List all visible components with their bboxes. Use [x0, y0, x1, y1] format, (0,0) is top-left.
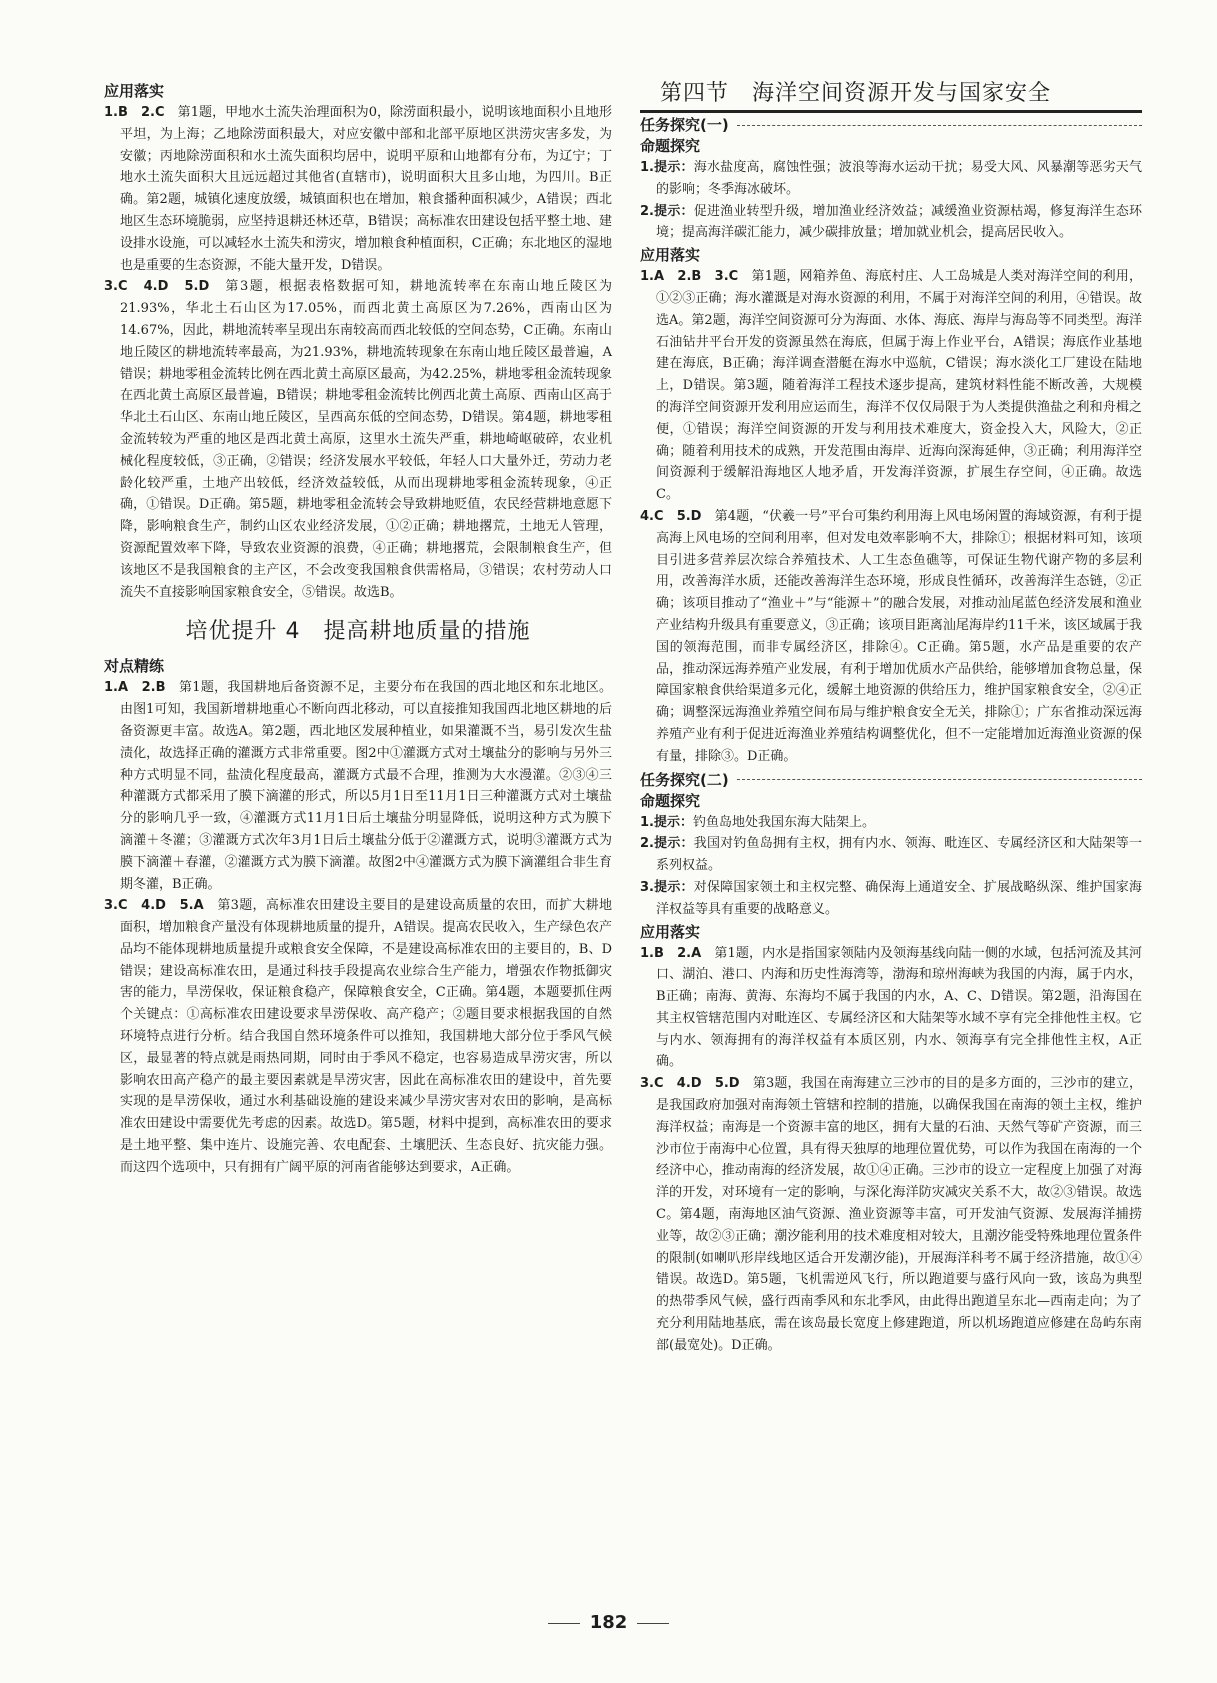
- answer-numbers: 3.C 4.D 5.A: [104, 898, 204, 914]
- hint-text: 我国对钓鱼岛拥有主权，拥有内水、领海、毗连区、专属经济区和大陆架等一系列权益。: [656, 836, 1142, 874]
- practice-heading: 对点精练: [104, 657, 165, 676]
- left-column: [104, 80, 612, 1179]
- hint-text: 对保障国家领土和主权完整、确保海上通道安全、扩展战略纵深、维护国家海洋权益等具有重要的战略意义。: [656, 879, 1142, 917]
- hint-text: 钓鱼岛地处我国东海大陆架上。: [693, 814, 876, 830]
- dashed-divider: [737, 125, 1142, 126]
- apply-heading: 应用落实: [640, 922, 701, 941]
- hint-text: 海水盐度高，腐蚀性强；波浪等海水运动干扰；易受大风、风暴潮等恶劣天气的影响；冬季海冰破坏。: [656, 160, 1142, 197]
- apply-heading: 应用落实: [104, 82, 165, 100]
- page-footer: [0, 1612, 1217, 1633]
- hint-label: 提示：: [653, 814, 693, 830]
- item-number: 2.: [640, 203, 654, 219]
- footer-rule-left: [548, 1623, 580, 1624]
- improve-section-title: 培优提升 4 提高耕地质量的措施: [185, 619, 531, 645]
- hint-item: [640, 833, 1142, 877]
- answer-text: 第1题，我国耕地后备资源不足，主要分布在我国的西北地区和东北地区。由图1可知，我国新增耕地重心不断向西北移动，可以直接推知我国西北地区耕地的后备资源更丰富。故选A。第2题，西北地区发展种植业，如果灌溉不当，易引发次生盐渍化，故选择正确的灌溉方式非常重要。图2中①灌溉方式对土壤盐分的影响与另外三种方式明显不同，盐渍化程度最高，灌溉方式最不合理，推测为大水漫灌。②③④三种灌溉方式都采用了膜下滴灌的形式，所以5月1日至11月1日三种灌溉方式对土壤盐分的影响几乎一致，④灌溉方式11月1日后土壤盐分明显降低，说明这种方式为膜下滴灌＋冬灌；③灌溉方式次年3月1日后土壤盐分低于②灌溉方式，说明③灌溉方式为膜下滴灌＋春灌，②灌溉方式为膜下滴灌。故图2中④灌溉方式为膜下滴灌组合非生育期冬灌，B正确。: [120, 680, 612, 892]
- answer-text: 第1题，甲地水土流失治理面积为0，除涝面积最小，说明该地面积小且地形平坦，为上海；乙地除涝面积最大，对应安徽中部和北部平原地区洪涝灾害多发，为安徽；丙地除涝面积和水土流失面积均居中，说明平原和山地都有分布，为辽宁；丁地水土流失面积大且远远超过其他省(直辖市)，说明面积大且多山地，为四川。B正确。第2题，城镇化速度放缓，城镇面积也在增加，粮食播种面积减少，A错误；西北地区生态环境脆弱，应坚持退耕还林还草，B错误；高标准农田建设包括平整土地、建设排水设施，可以减轻水土流失和涝灾，增加粮食种植面积，C正确；东北地区的湿地也是重要的生态资源，不能大量开发，D错误。: [120, 105, 612, 273]
- answer-numbers: 1.B 2.C: [104, 105, 165, 120]
- hint-item: [640, 157, 1142, 201]
- section-title: 第四节 海洋空间资源开发与国家安全: [640, 78, 1142, 113]
- answer-paragraph: [640, 943, 1142, 1074]
- task-heading: [640, 770, 1142, 790]
- item-number: 3.: [640, 879, 654, 895]
- answer-paragraph: [640, 1073, 1142, 1356]
- hint-text: 促进渔业转型升级，增加渔业经济效益；减缓渔业资源枯竭，修复海洋生态环境；提高海洋碳汇能力，减少碳排放量；增加就业机会，提高居民收入。: [656, 203, 1142, 241]
- answer-numbers: 1.A 2.B: [104, 680, 166, 696]
- answer-text: 第1题，网箱养鱼、海底村庄、人工岛城是人类对海洋空间的利用，①②③正确；海水灌溉是对海水资源的利用，不属于对海洋空间的利用，④错误。故选A。第2题，海洋空间资源可分为海面、水体、海底、海岸与海岛等不同类型。海洋石油钻井平台开发的资源虽然在海底，但属于海上作业平台，A错误；海底作业基地建在海底，B正确；海洋调查潜艇在海水中巡航，C错误；海水淡化工厂建设在陆地上，D错误。第3题，随着海洋工程技术逐步提高，建筑材料性能不断改善，大规模的海洋空间资源开发利用应运而生，海洋不仅仅局限于为人类提供渔盐之利和舟楫之便，①错误；海洋空间资源的开发与利用技术难度大，资金投入大，风险大，②正确；随着利用技术的成熟，开发范围由海岸、近海向深海延伸，③正确；利用海洋空间资源利于缓解沿海地区人地矛盾，开发海洋资源，扩展生存空间，④正确。故选C。: [656, 269, 1142, 503]
- answer-text: 第3题，我国在南海建立三沙市的目的是多方面的，三沙市的建立，是我国政府加强对南海领土管辖和控制的措施，以确保我国在南海的领土主权，维护海洋权益；南海是一个资源丰富的地区，拥有大量的石油、天然气等矿产资源，而三沙市位于南海中心位置，具有得天独厚的地理位置优势，可以作为我国在南海的一个经济中心，推动南海的经济发展，故①④正确。三沙市的设立一定程度上加强了对海洋的开发，对环境有一定的影响，与深化海洋防灾减灾关系不大，故②③错误。故选C。第4题，南海地区油气资源、渔业资源等丰富，可开发油气资源、发展海洋捕捞业等，故②③正确；潮汐能利用的技术难度相对较大，且潮汐能受特殊地理位置条件的限制(如喇叭形岸线地区适合开发潮汐能)，开展海洋科考不属于经济措施，故①④错误。故选D。第5题，飞机需逆风飞行，所以跑道要与盛行风向一致，该岛为典型的热带季风气候，盛行西南季风和东北季风，由此得出跑道呈东北—西南走向；为了充分利用陆地基底，需在该岛最长宽度上修建跑道，所以机场跑道应修建在岛屿东南部(最宽处)。D正确。: [656, 1076, 1142, 1353]
- answer-text: 第3题，根据表格数据可知，耕地流转率在东南山地丘陵区为21.93%，华北土石山区为17.05%，而西北黄土高原区为7.26%，西南山区为14.67%，因此，耕地流转率呈现出东南较高而西北较低的空间态势，C正确。东南山地丘陵区的耕地流转率最高，为21.93%，耕地流转现象在东南山地丘陵区最普遍，A错误；耕地零租金流转比例在西北黄土高原区最高，为42.25%，耕地零租金流转现象在西北黄土高原区最普遍，B错误；耕地零租金流转比例西北黄土高原、西南山区高于华北土石山区、东南山地丘陵区，呈西高东低的空间态势，D错误。第4题，耕地零租金流转较为严重的地区是西北黄土高原，这里水土流失严重，耕地崎岖破碎，农业机械化程度较低，③正确，②错误；经济发展水平较低，年轻人口大量外迁，劳动力老龄化较严重，土地产出较低，经济效益较低，从而出现耕地零租金流转现象，④正确，①错误。D正确。第5题，耕地零租金流转会导致耕地贬值，农民经营耕地意愿下降，影响粮食生产，制约山区农业经济发展，①②正确；耕地撂荒，土地无人管理，资源配置效率下降，导致农业资源的浪费，④正确；耕地撂荒，会限制粮食生产，但该地区不是我国粮食的主产区，不会改变我国粮食供需格局，③错误；农村劳动人口流失不直接影响国家粮食安全，⑤错误。故选B。: [120, 279, 612, 600]
- answer-text: 第3题，高标准农田建设主要目的是建设高质量的农田，而扩大耕地面积，增加粮食产量没有体现耕地质量的提升，A错误。提高农民收入，生产绿色农产品均不能体现耕地质量提升或粮食安全保障，不是建设高标准农田的主要目的，B、D错误；建设高标准农田，是通过科技手段提高农业综合生产能力，增强农作物抵御灾害的能力，旱涝保收，保证粮食稳产，保障粮食安全，C正确。第4题，本题要抓住两个关键点：①高标准农田建设要求旱涝保收、高产稳产；②题目要求根据我国的自然环境特点进行分析。结合我国自然环境条件可以推知，我国耕地大部分位于季风气候区，最显著的特点就是雨热同期，同时由于季风不稳定，也容易造成旱涝灾害，所以影响农田高产稳产的最主要因素就是旱涝灾害，因此在高标准农田的建设中，首先要实现的是旱涝保收，通过水利基础设施的建设来减少旱涝灾害对农田的影响，是高标准农田建设中需要优先考虑的因素。故选D。第5题，材料中提到，高标准农田的要求是土地平整、集中连片、设施完善、农电配套、土壤肥沃、生态良好、抗灾能力强。而这四个选项中，只有拥有广阔平原的河南省能够达到要求，A正确。: [120, 898, 612, 1175]
- answer-numbers: 1.A 2.B 3.C: [640, 269, 739, 285]
- item-number: 2.: [640, 836, 654, 852]
- answer-paragraph: [640, 266, 1142, 506]
- task-title: 任务探究(一): [640, 116, 729, 134]
- answer-text: 第4题，“伏羲一号”平台可集约利用海上风电场闲置的海域资源，有利于提高海上风电场的空间利用率，但对发电效率影响不大，排除①；根据材料可知，该项目引进多营养层次综合养殖技术、人工生态鱼礁等，可保证生物代谢产物的多层利用，改善海洋水质，还能改善海洋生态环境，形成良性循环，改善海洋生态链，②正确；该项目推动了“渔业＋”与“能源＋”的融合发展，对推动汕尾蓝色经济发展和渔业产业结构升级具有重要意义，③正确；该项目距离汕尾海岸约11千米，该区域属于我国的领海范围，而非专属经济区，排除④。C正确。第5题，水产品是重要的农产品，推动深远海养殖产业发展，有利于增加优质水产品供给，能够增加食物总量，保障国家粮食供给渠道多元化，缓解土地资源的供给压力，维护国家粮食安全，②④正确；调整深远海渔业养殖空间布局与维护粮食安全无关，排除①；广东省推动深远海养殖产业有利于促进近海渔业养殖结构调整优化，但不一定能增加近海渔业资源的保有量，排除③。D正确。: [656, 508, 1142, 764]
- hint-item: [640, 812, 1142, 834]
- task-heading: [640, 115, 1142, 135]
- right-column: [640, 80, 1142, 1357]
- hint-label: 提示：: [653, 160, 694, 175]
- footer-rule-right: [637, 1623, 669, 1624]
- hint-item: [640, 877, 1142, 921]
- page-number: 182: [589, 1612, 628, 1633]
- task-title: 任务探究(二): [640, 770, 729, 789]
- hint-item: [640, 201, 1142, 245]
- explore-heading: 命题探究: [640, 791, 701, 810]
- hint-label: 提示：: [653, 879, 694, 895]
- answer-numbers: 3.C 4.D 5.D: [640, 1076, 740, 1092]
- answer-numbers: 3.C 4.D 5.D: [104, 279, 210, 295]
- answer-paragraph: [104, 677, 612, 895]
- answer-paragraph: [104, 276, 612, 603]
- answer-numbers: 4.C 5.D: [640, 508, 702, 524]
- answer-paragraph: [104, 895, 612, 1178]
- item-number: 1.: [640, 160, 654, 175]
- explore-heading: 命题探究: [640, 137, 701, 155]
- hint-label: 提示：: [653, 836, 694, 852]
- apply-heading: 应用落实: [640, 246, 701, 265]
- answer-text: 第1题，内水是指国家领陆内及领海基线向陆一侧的水域，包括河流及其河口、湖泊、港口、内海和历史性海湾等，渤海和琼州海峡为我国的内海，属于内水，B正确；南海、黄海、东海均不属于我国的内水，A、C、D错误。第2题，沿海国在其主权管辖范围内对毗连区、专属经济区和大陆架等水域不享有完全排他性主权。它与内水、领海拥有的海洋权益有本质区别，内水、领海享有完全排他性主权，A正确。: [656, 945, 1142, 1070]
- hint-label: 提示：: [653, 203, 694, 219]
- answer-paragraph: [640, 506, 1142, 768]
- answer-paragraph: [104, 102, 612, 276]
- dashed-divider: [737, 779, 1142, 780]
- item-number: 1.: [640, 814, 654, 830]
- answer-numbers: 1.B 2.A: [640, 945, 702, 961]
